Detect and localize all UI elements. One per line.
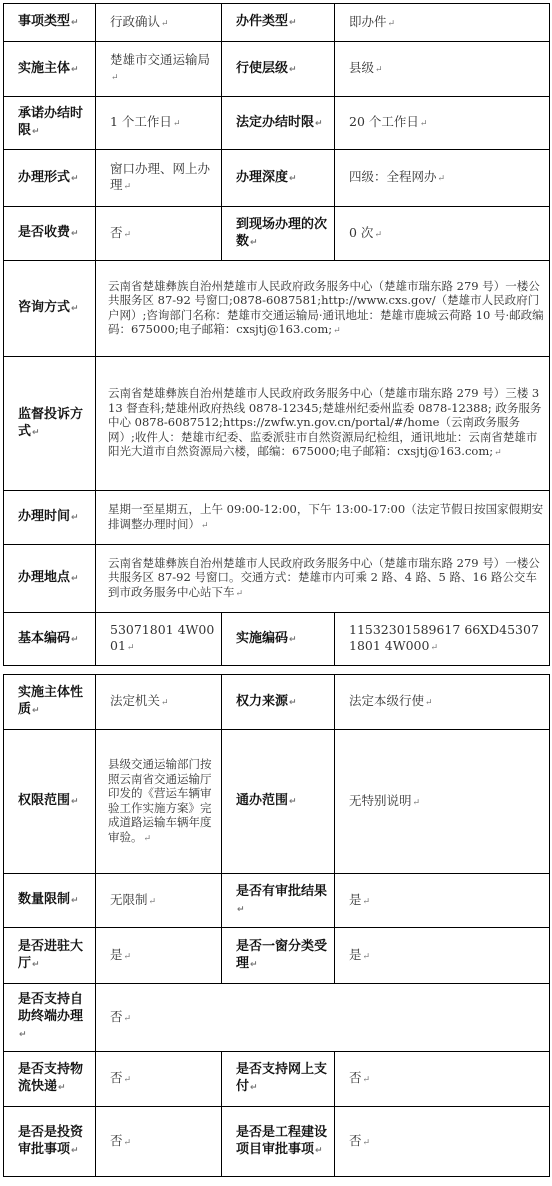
value-cell: 无限制↵ <box>96 874 222 928</box>
label-cell: 是否收费↵ <box>4 207 96 261</box>
label-cell: 办理形式↵ <box>4 150 96 207</box>
label-cell: 是否支持自助终端办理↵ <box>4 984 96 1052</box>
label-cell: 是否进驻大厅↵ <box>4 928 96 984</box>
label-cell: 基本编码↵ <box>4 613 96 666</box>
label-cell: 是否一窗分类受理↵ <box>222 928 335 984</box>
label-cell: 事项类型↵ <box>4 4 96 42</box>
table-row <box>4 97 550 150</box>
value-cell: 否↵ <box>335 1107 550 1177</box>
label-cell: 是否有审批结果↵ <box>222 874 335 928</box>
label-cell: 行使层级↵ <box>222 42 335 97</box>
office-location: 云南省楚雄彝族自治州楚雄市人民政府政务服务中心（楚雄市瑞东路 279 号）一楼公共服务区 87-92 号窗口。交通方式：楚雄市内可乘 2 路、4 路、5 路、16 路公交车到市政务服务中心站下车↵ <box>96 545 550 613</box>
table-row <box>4 545 550 613</box>
table-row <box>4 261 550 357</box>
table-row <box>4 1052 550 1107</box>
label-cell: 咨询方式↵ <box>4 261 96 357</box>
label-cell: 实施主体↵ <box>4 42 96 97</box>
table-row <box>4 928 550 984</box>
value-cell: 53071801 4W0001↵ <box>96 613 222 666</box>
value-cell: 否↵ <box>96 1052 222 1107</box>
table-row <box>4 4 550 42</box>
table-row <box>4 984 550 1052</box>
label-cell: 数量限制↵ <box>4 874 96 928</box>
value-cell: 即办件↵ <box>335 4 550 42</box>
label-cell: 办理地点↵ <box>4 545 96 613</box>
label-cell: 权力来源↵ <box>222 675 335 730</box>
table-row <box>4 207 550 261</box>
table-row <box>4 1107 550 1177</box>
label-cell: 监督投诉方式↵ <box>4 357 96 491</box>
label-cell: 权限范围↵ <box>4 730 96 874</box>
label-cell: 是否支持网上支付↵ <box>222 1052 335 1107</box>
label-cell: 实施编码↵ <box>222 613 335 666</box>
value-cell: 行政确认↵ <box>96 4 222 42</box>
value-cell: 县级交通运输部门按照云南省交通运输厅印发的《营运车辆审验工作实施方案》完成道路运输车辆年度审验。↵ <box>96 730 222 874</box>
value-cell: 县级↵ <box>335 42 550 97</box>
value-cell: 1 个工作日↵ <box>96 97 222 150</box>
value-cell: 四级：全程网办↵ <box>335 150 550 207</box>
value-cell: 法定机关↵ <box>96 675 222 730</box>
value-cell: 是↵ <box>335 874 550 928</box>
value-cell: 法定本级行使↵ <box>335 675 550 730</box>
label-cell: 办理时间↵ <box>4 491 96 545</box>
label-cell: 办理深度↵ <box>222 150 335 207</box>
label-cell: 通办范围↵ <box>222 730 335 874</box>
table-row <box>4 730 550 874</box>
table-row <box>4 613 550 666</box>
label-cell: 办件类型↵ <box>222 4 335 42</box>
label-cell: 是否是工程建设项目审批事项↵ <box>222 1107 335 1177</box>
value-cell: 是↵ <box>335 928 550 984</box>
value-cell: 无特别说明↵ <box>335 730 550 874</box>
table-row <box>4 491 550 545</box>
value-cell: 11532301589617 66XD45307 1801 4W000↵ <box>335 613 550 666</box>
table-row <box>4 150 550 207</box>
table-row <box>4 357 550 491</box>
value-cell: 否↵ <box>96 1107 222 1177</box>
value-cell: 否↵ <box>96 984 550 1052</box>
label-cell: 是否是投资审批事项↵ <box>4 1107 96 1177</box>
value-cell: 是↵ <box>96 928 222 984</box>
label-cell: 承诺办结时限↵ <box>4 97 96 150</box>
table-row <box>4 42 550 97</box>
value-cell: 窗口办理、网上办理↵ <box>96 150 222 207</box>
value-cell: 20 个工作日↵ <box>335 97 550 150</box>
value-cell: 否↵ <box>96 207 222 261</box>
label-cell: 法定办结时限↵ <box>222 97 335 150</box>
authority-info-table <box>3 674 550 1177</box>
office-hours: 星期一至星期五，上午 09:00-12:00，下午 13:00-17:00（法定节假日按国家假期安排调整办理时间）↵ <box>96 491 550 545</box>
value-cell: 楚雄市交通运输局↵ <box>96 42 222 97</box>
table-row <box>4 874 550 928</box>
table-row <box>4 675 550 730</box>
label-cell: 实施主体性质↵ <box>4 675 96 730</box>
value-cell: 0 次↵ <box>335 207 550 261</box>
consultation-info: 云南省楚雄彝族自治州楚雄市人民政府政务服务中心（楚雄市瑞东路 279 号）一楼公共服务区 87-92 号窗口;0878-6087581;http://www.cxs.gov/（楚雄市人民政府门户网）;咨询部门名称：楚雄市交通运输局·通讯地址：楚雄市鹿城云荷路 10 号·邮政编码：675000;电子邮箱：cxsjtj@163.com;↵ <box>96 261 550 357</box>
service-info-table <box>3 3 550 666</box>
value-cell: 否↵ <box>335 1052 550 1107</box>
complaint-info: 云南省楚雄彝族自治州楚雄市人民政府政务服务中心（楚雄市瑞东路 279 号）三楼 313 督查科;楚雄州政府热线 0878-12345;楚雄州纪委州监委 0878-12388; 政务服务中心 0878-6087512;https://zwfw.yn.gov.cn/portal/#/home（云南政务服务网）;收件人：楚雄市纪委、监委派驻市自然资源局纪检组，通讯地址：云南省楚雄市阳光大道市自然资源局六楼，邮编：675000;电子邮箱：cxsjtj@163.com;↵ <box>96 357 550 491</box>
label-cell: 是否支持物流快递↵ <box>4 1052 96 1107</box>
label-cell: 到现场办理的次数↵ <box>222 207 335 261</box>
